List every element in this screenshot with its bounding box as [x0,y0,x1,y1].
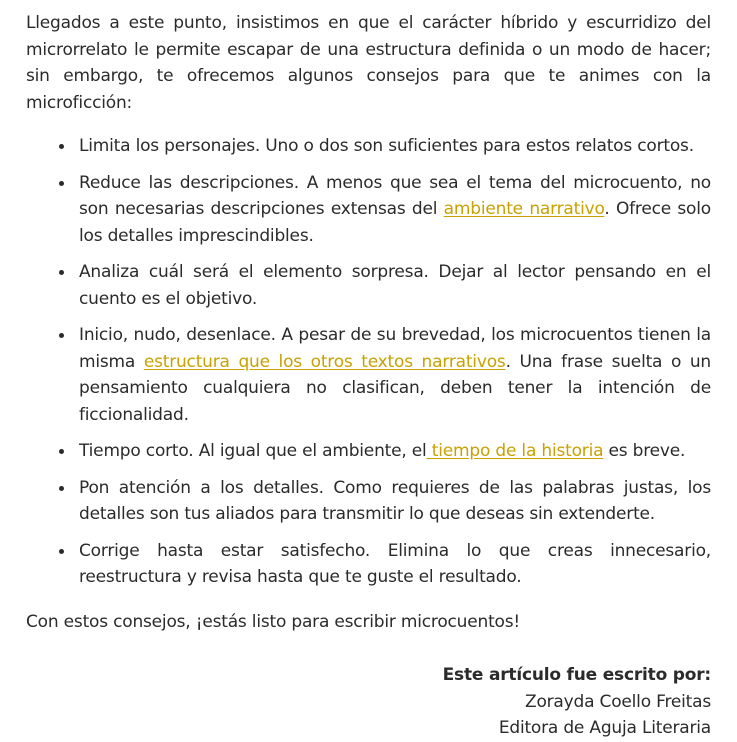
article-body [26,10,711,742]
link-ambiente-narrativo[interactable]: ambiente narrativo [443,199,605,219]
tip-limit-characters [79,133,711,160]
link-estructura-textos-narrativos[interactable]: estructura que los otros textos narrativos [143,351,506,372]
tip-text-after: . Una frase suelta o un pensamiento cualquiera no clasifican, deben tener la intención de ficcionalidad. [79,351,712,425]
tip-details [79,475,711,528]
tip-structure [79,322,711,428]
tip-short-time [79,438,711,465]
tip-reduce-descriptions [79,170,711,250]
tip-text: Limita los personajes. Uno o dos son suficientes para estos relatos cortos. [79,136,694,156]
author-role: Editora de Aguja Literaria [498,718,711,738]
author-signature [26,662,711,742]
tip-text: Corrige hasta estar satisfecho. Elimina lo que creas innecesario, reestructura y revisa hasta que te guste el resultado. [79,540,711,587]
closing-paragraph: Con estos consejos, ¡estás listo para escribir microcuentos! [26,611,521,632]
tip-text-after: es breve. [603,441,686,461]
tip-revise [79,538,711,591]
tip-text: Reduce las descripciones. A menos que sea el tema del microcuento, no son necesarias descripciones extensas del [79,172,711,219]
tip-text: Analiza cuál será el elemento sorpresa. Dejar al lector pensando en el cuento es el objetivo. [79,262,711,309]
tip-text: Pon atención a los detalles. Como requieres de las palabras justas, los detalles son tus aliados para transmitir lo que deseas sin extenderte. [79,477,711,524]
tip-text-after: . Ofrece solo los detalles imprescindibles. [79,199,711,246]
link-tiempo-de-la-historia[interactable]: tiempo de la historia [426,441,604,461]
signature-heading: Este artículo fue escrito por: [442,665,711,685]
tips-list [26,133,711,591]
tip-surprise-element [79,259,711,312]
intro-paragraph: Llegados a este punto, insistimos en que el carácter híbrido y escurridizo del microrrelato le permite escapar de una estructura definida o un modo de hacer; sin embargo, te ofrecemos algunos consejos para que te animes con la microficción: [26,13,711,113]
author-name: Zorayda Coello Freitas [525,691,711,712]
tip-text: Tiempo corto. Al igual que el ambiente, el [79,441,427,461]
tip-text: Inicio, nudo, desenlace. A pesar de su brevedad, los microcuentos tienen la misma [79,325,711,372]
